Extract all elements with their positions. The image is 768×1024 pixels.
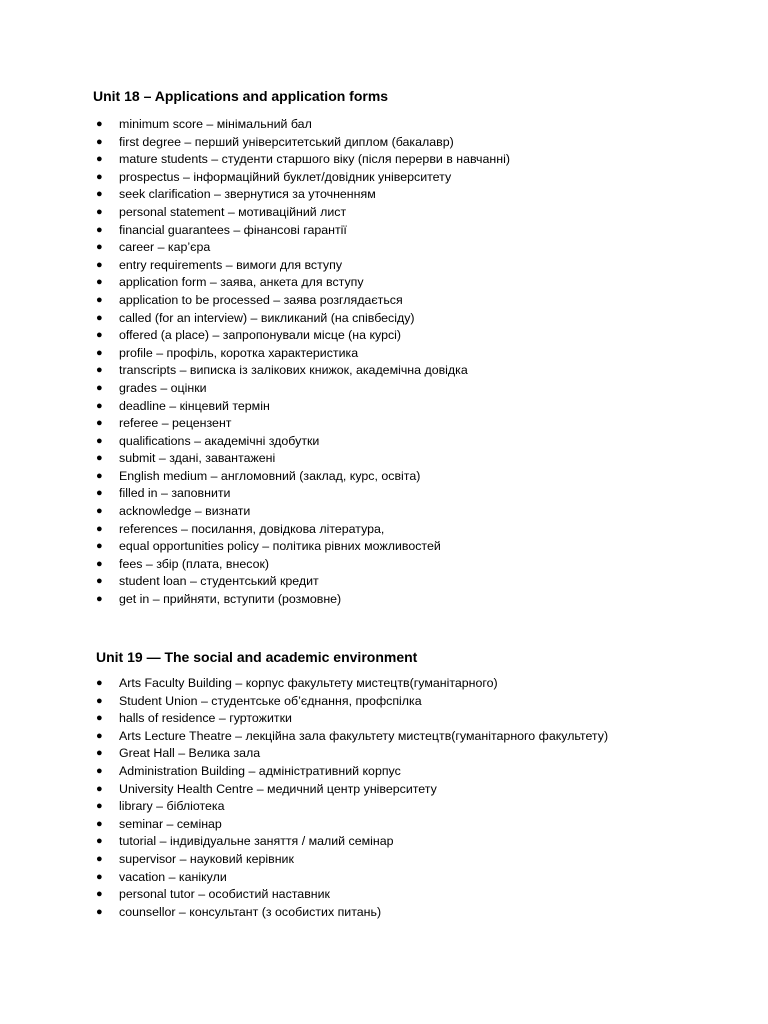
list-item-text: get in – прийняти, вступити (розмовне) [119, 592, 342, 607]
list-item-text: fees – збір (плата, внесок) [119, 556, 270, 571]
list-item-text: application to be processed – заява розглядається [119, 292, 403, 307]
bullet-icon: ● [96, 329, 103, 342]
list-item [0, 274, 768, 292]
bullet-icon: ● [96, 346, 103, 359]
list-item [0, 169, 768, 187]
list-item-text: references – посилання, довідкова література, [119, 521, 385, 536]
bullet-icon: ● [96, 870, 103, 883]
list-item [0, 239, 768, 257]
list-item [0, 869, 768, 887]
list-item-text: student loan – студентський кредит [119, 574, 319, 589]
list-item [0, 538, 768, 556]
list-item [0, 833, 768, 851]
bullet-icon: ● [96, 522, 103, 535]
list-item [0, 327, 768, 345]
bullet-icon: ● [96, 135, 103, 148]
list-item [0, 310, 768, 328]
list-item-text: Arts Faculty Building – корпус факультету мистецтв(гуманітарного) [119, 676, 498, 690]
list-item [0, 798, 768, 816]
bullet-icon: ● [96, 905, 103, 918]
bullet-icon: ● [96, 487, 103, 500]
list-item [0, 503, 768, 521]
bullet-icon: ● [96, 205, 103, 218]
list-item [0, 134, 768, 152]
bullet-icon: ● [96, 364, 103, 377]
list-item-text: called (for an interview) – викликаний (на співбесіду) [119, 310, 415, 325]
bullet-icon: ● [96, 782, 103, 795]
list-item [0, 763, 768, 781]
list-item [0, 362, 768, 380]
list-item-text: University Health Centre – медичний центр університету [119, 781, 437, 796]
unit-18-section [0, 86, 768, 609]
list-item-text: profile – профіль, коротка характеристика [119, 345, 359, 360]
list-item [0, 521, 768, 539]
bullet-icon: ● [96, 118, 103, 130]
list-item-text: halls of residence – гуртожитки [119, 711, 292, 726]
list-item-text: Student Union – студентське об’єднання, профспілка [119, 693, 422, 708]
list-item-text: transcripts – виписка із залікових книжок, академічна довідка [119, 363, 468, 378]
bullet-icon: ● [96, 747, 103, 760]
bullet-icon: ● [96, 835, 103, 848]
unit-19-heading: Unit 19 — The social and academic environment [96, 649, 418, 665]
list-item [0, 468, 768, 486]
bullet-icon: ● [96, 153, 103, 166]
bullet-icon: ● [96, 417, 103, 430]
bullet-icon: ● [96, 434, 103, 447]
bullet-icon: ● [96, 575, 103, 588]
list-item-text: application form – заява, анкета для вступу [119, 275, 364, 290]
list-item-text: vacation – канікули [119, 869, 227, 884]
list-item-text: career – кар’єра [119, 240, 211, 255]
bullet-icon: ● [96, 241, 103, 254]
list-item [0, 745, 768, 763]
bullet-icon: ● [96, 505, 103, 518]
list-item [0, 886, 768, 904]
list-item [0, 556, 768, 574]
list-item [0, 257, 768, 275]
bullet-icon: ● [96, 311, 103, 324]
list-item-text: equal opportunities policy – політика рівних можливостей [119, 539, 441, 554]
list-item [0, 450, 768, 468]
list-item [0, 573, 768, 591]
list-item [0, 151, 768, 169]
list-item [0, 904, 768, 922]
bullet-icon: ● [96, 399, 103, 412]
list-item-text: Administration Building – адміністративний корпус [119, 763, 401, 778]
list-item [0, 693, 768, 711]
list-item [0, 851, 768, 869]
list-item [0, 204, 768, 222]
bullet-icon: ● [96, 223, 103, 236]
list-item [0, 591, 768, 609]
list-item-text: supervisor – науковий керівник [119, 851, 294, 866]
bullet-icon: ● [96, 852, 103, 865]
list-item [0, 186, 768, 204]
list-item-text: tutorial – індивідуальне заняття / малий семінар [119, 834, 394, 849]
list-item-text: personal tutor – особистий наставник [119, 887, 330, 902]
list-item [0, 222, 768, 240]
list-item-text: seminar – семінар [119, 816, 222, 831]
bullet-icon: ● [96, 800, 103, 813]
bullet-icon: ● [96, 258, 103, 271]
list-item-text: library – бібліотека [119, 799, 225, 814]
bullet-icon: ● [96, 469, 103, 482]
unit-19-vocabulary-list [0, 675, 768, 921]
bullet-icon: ● [96, 694, 103, 707]
list-item [0, 292, 768, 310]
bullet-icon: ● [96, 593, 103, 606]
bullet-icon: ● [96, 712, 103, 725]
list-item [0, 485, 768, 503]
list-item [0, 781, 768, 799]
bullet-icon: ● [96, 276, 103, 289]
list-item-text: counsellor – консультант (з особистих питань) [119, 904, 382, 919]
list-item-text: submit – здані, завантажені [119, 451, 276, 466]
list-item-text: English medium – англомовний (заклад, курс, освіта) [119, 468, 421, 483]
bullet-icon: ● [96, 557, 103, 570]
bullet-icon: ● [96, 764, 103, 777]
bullet-icon: ● [96, 381, 103, 394]
list-item-text: filled in – заповнити [119, 486, 231, 501]
bullet-icon: ● [96, 293, 103, 306]
list-item [0, 345, 768, 363]
unit-18-vocabulary-list [0, 116, 768, 609]
list-item-text: Great Hall – Велика зала [119, 746, 261, 761]
list-item [0, 710, 768, 728]
bullet-icon: ● [96, 452, 103, 465]
bullet-icon: ● [96, 677, 103, 689]
list-item-text: mature students – студенти старшого віку (після перерви в навчанні) [119, 152, 510, 167]
list-item-text: personal statement – мотиваційний лист [119, 204, 347, 219]
list-item-text: prospectus – інформаційний буклет/довідник університету [119, 169, 452, 184]
list-item [0, 415, 768, 433]
list-item [0, 433, 768, 451]
list-item-text: qualifications – академічні здобутки [119, 433, 320, 448]
list-item-text: offered (a place) – запропонували місце (на курсі) [119, 328, 402, 343]
list-item-text: Arts Lecture Theatre – лекційна зала факультету мистецтв(гуманітарного факультету) [119, 728, 609, 743]
bullet-icon: ● [96, 170, 103, 183]
list-item-text: deadline – кінцевий термін [119, 398, 270, 413]
list-item-text: grades – оцінки [119, 380, 207, 395]
unit-19-section [0, 647, 768, 921]
bullet-icon: ● [96, 540, 103, 553]
list-item [0, 728, 768, 746]
list-item-text: entry requirements – вимоги для вступу [119, 257, 343, 272]
bullet-icon: ● [96, 188, 103, 201]
bullet-icon: ● [96, 817, 103, 830]
list-item [0, 380, 768, 398]
bullet-icon: ● [96, 729, 103, 742]
list-item-text: first degree – перший університетський диплом (бакалавр) [119, 134, 454, 149]
list-item [0, 816, 768, 834]
list-item-text: referee – рецензент [119, 416, 232, 431]
list-item-text: seek clarification – звернутися за уточненням [119, 187, 376, 202]
list-item [0, 116, 768, 134]
list-item-text: financial guarantees – фінансові гарантії [119, 222, 347, 237]
list-item-text: minimum score – мінімальний бал [119, 117, 312, 131]
list-item-text: acknowledge – визнати [119, 504, 251, 519]
list-item [0, 675, 768, 693]
list-item [0, 398, 768, 416]
bullet-icon: ● [96, 888, 103, 901]
unit-18-heading: Unit 18 – Applications and application forms [93, 88, 389, 104]
